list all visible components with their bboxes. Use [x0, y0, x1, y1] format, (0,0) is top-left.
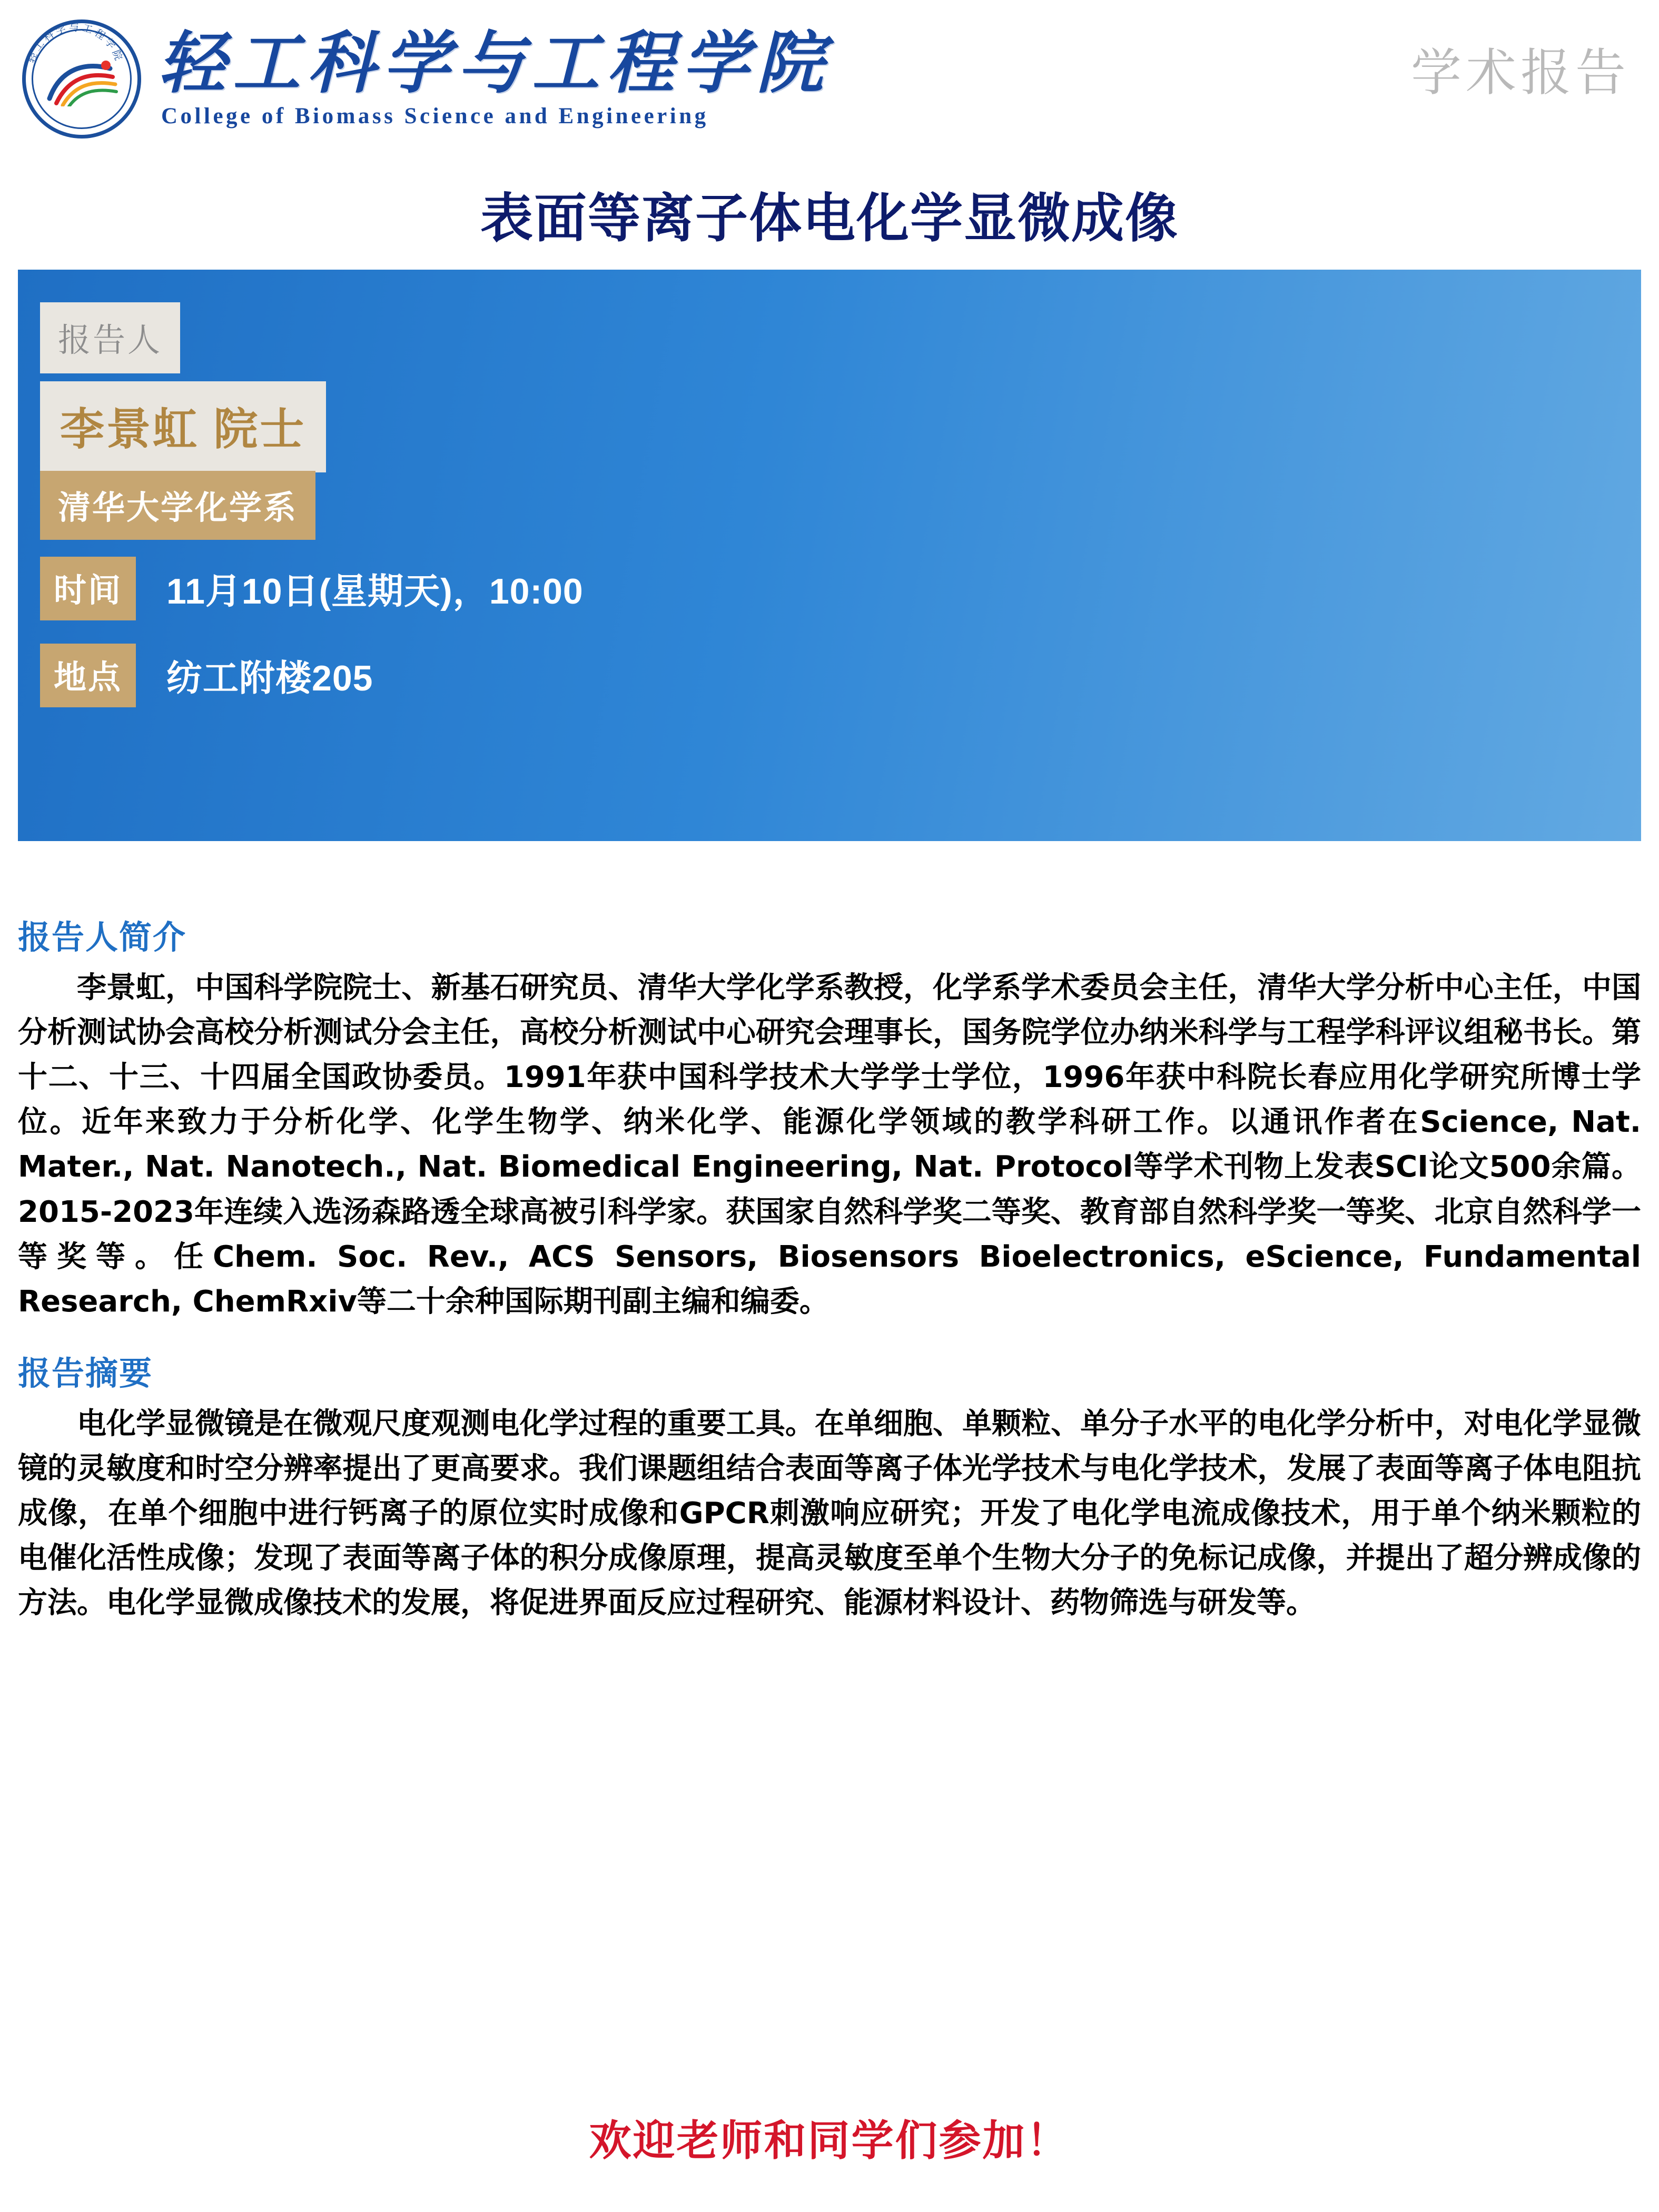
page-title: 表面等离子体电化学显微成像 [480, 187, 1179, 249]
poster-header [0, 0, 1659, 158]
speaker-name: 李景虹 院士 [40, 381, 326, 472]
logo-ring-label: 轻工科学与工程学院 [26, 22, 125, 65]
place-label: 地点 [40, 644, 136, 707]
time-row [40, 557, 584, 620]
bio-text: 李景虹，中国科学院院士、新基石研究员、清华大学化学系教授，化学系学术委员会主任，清华大学分析中心主任，中国分析测试协会高校分析测试分会主任，高校分析测试中心研究会理事长，国务院学位办纳米科学与工程学科评议组秘书长。第十二、十三、十四届全国政协委员。1991年获中国科学技术大学学士学位，1996年获中科院长春应用化学研究所博士学位。近年来致力于分析化学、化学生物学、纳米化学、能源化学领域的教学科研工作。以通讯作者在Science, Nat. Mater., Nat. Nanotech., Nat. Biomedical Engineering, Nat. Protocol等学术刊物上发表SCI论文500余篇。2015-2023年连续入选汤森路透全球高被引科学家。获国家自然科学奖二等奖、教育部自然科学奖一等奖、北京自然科学一等奖等。任Chem. Soc. Rev., ACS Sensors, Biosensors Bioelectronics, eScience, Fundamental Research, ChemRxiv等二十余种国际期刊副主编和编委。 [18, 971, 1641, 1319]
time-value: 11月10日(星期天)，10:00 [166, 571, 584, 611]
place-row [40, 644, 373, 707]
place-value: 纺工附楼205 [166, 658, 373, 698]
section-gap [18, 1324, 1641, 1347]
speaker-info-panel [18, 270, 1641, 841]
speaker-label: 报告人 [40, 302, 180, 373]
college-logo-icon [16, 13, 147, 145]
poster-body [0, 911, 1659, 1625]
logo-ring-text [16, 13, 135, 132]
college-name-cn: 轻工科学与工程学院 [158, 24, 832, 103]
college-name-en: College of Biomass Science and Engineering [161, 103, 709, 129]
time-label: 时间 [40, 557, 136, 620]
college-name-block [158, 24, 832, 129]
abstract-text: 电化学显微镜是在微观尺度观测电化学过程的重要工具。在单细胞、单颗粒、单分子水平的电化学分析中，对电化学显微镜的灵敏度和时空分辨率提出了更高要求。我们课题组结合表面等离子体光学技术与电化学技术，发展了表面等离子体电阻抗成像，在单个细胞中进行钙离子的原位实时成像和GPCR刺激响应研究；开发了电化学电流成像技术，用于单个纳米颗粒的电催化活性成像；发现了表面等离子体的积分成像原理，提高灵敏度至单个生物大分子的免标记成像，并提出了超分辨成像的方法。电化学显微成像技术的发展，将促进界面反应过程研究、能源材料设计、药物筛选与研发等。 [18, 1406, 1641, 1621]
abstract-heading: 报告摘要 [18, 1355, 153, 1392]
bio-heading: 报告人简介 [18, 920, 187, 956]
header-badge: 学术报告 [1411, 45, 1630, 101]
svg-text:轻工科学与工程学院 [25, 22, 125, 64]
speaker-affiliation: 清华大学化学系 [40, 471, 315, 540]
welcome-note: 欢迎老师和同学们参加！ [589, 2117, 1070, 2164]
